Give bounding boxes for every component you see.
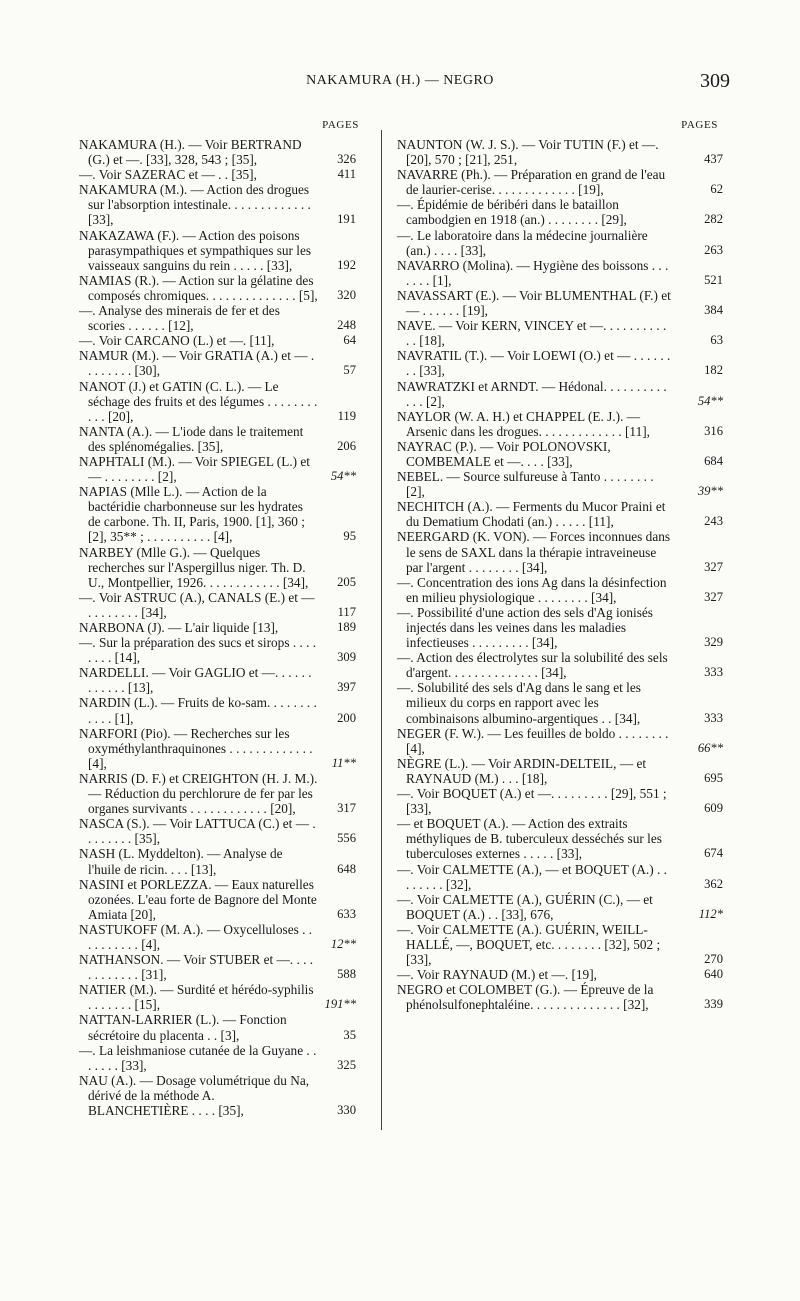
entry-text: NASTUKOFF (M. A.). — Oxycelluloses . . . . . . . . . . [4], (79, 921, 313, 952)
running-head (0, 70, 800, 95)
index-entry (397, 816, 723, 861)
entry-page-number: 684 (704, 453, 723, 468)
pages-column-heading: PAGES (681, 119, 718, 131)
page-number: 309 (700, 70, 730, 92)
index-entry (79, 137, 356, 167)
entry-page-number: 35 (343, 1027, 356, 1042)
entry-page-number: 588 (337, 967, 356, 982)
entry-page-number: 182 (704, 363, 723, 378)
entry-page-number: 333 (704, 665, 723, 680)
entry-text: NEGRO et COLOMBET (G.). — Épreuve de la phénolsulfonephtaléine. . . . . . . . . . . . . . [32], (397, 982, 654, 1013)
entry-text: NAU (A.). — Dosage volumétrique du Na, dérivé de la méthode A. BLANCHETIÈRE . . . . [35], (79, 1072, 310, 1118)
entry-text: NAYRAC (P.). — Voir POLONOVSKI, COMBEMALE et —. . . . [33], (397, 438, 611, 469)
entry-page-number: 117 (337, 604, 356, 619)
index-entry (397, 348, 723, 378)
entry-page-number: 411 (337, 167, 356, 182)
index-entry (397, 529, 723, 574)
entry-page-number: 66** (697, 740, 723, 755)
entry-text: NASINI et PORLEZZA. — Eaux naturelles ozonées. L'eau forte de Bagnore del Monte Amiata [20], (79, 876, 317, 922)
entry-page-number: 674 (704, 846, 723, 861)
entry-page-number: 191 (337, 212, 356, 227)
index-entry (397, 318, 723, 348)
index-entry (79, 454, 356, 484)
entry-text: NAVASSART (E.). — Voir BLUMENTHAL (F.) et — . . . . . . [19], (397, 287, 671, 319)
entry-text: —. Voir CALMETTE (A.), — et BOQUET (A.) . . . . . . . . [32], (397, 861, 667, 892)
index-entry (79, 846, 356, 876)
entry-text: —. Voir RAYNAUD (M.) et —. [19], (397, 967, 597, 983)
entry-page-number: 333 (704, 710, 723, 725)
index-entry (397, 982, 723, 1012)
index-entry (397, 197, 723, 227)
entry-text: —. Action des électrolytes sur la solubilité des sels d'argent. . . . . . . . . . . . . . [34], (397, 650, 668, 681)
index-entry (79, 771, 356, 816)
index-entry (79, 273, 356, 303)
entry-text: NATTAN-LARRIER (L.). — Fonction sécrétoire du placenta . . [3], (79, 1012, 287, 1043)
entry-page-number: 200 (337, 710, 356, 725)
index-entry (79, 182, 356, 227)
index-entry (397, 605, 723, 650)
index-entry (79, 877, 356, 922)
index-entry (397, 726, 723, 756)
index-entry (79, 726, 356, 771)
entry-text: NASCA (S.). — Voir LATTUCA (C.) et — . . . . . . . . [35], (79, 816, 316, 847)
entry-page-number: 191** (324, 997, 356, 1012)
entry-text: NAVE. — Voir KERN, VINCEY et —. . . . . . . . . . . . [18], (397, 318, 667, 349)
index-entry (79, 333, 356, 348)
pages-column-heading: PAGES (322, 119, 359, 131)
index-entry (79, 635, 356, 665)
entry-text: —. Voir CALMETTE (A.). GUÉRIN, WEILL-HALLÉ, —, BOQUET, etc. . . . . . . . [32], 502 ; [33], (397, 921, 661, 968)
entry-text: —. Solubilité des sels d'Ag dans le sang et les milieux du corps en rapport avec les combinaisons albumino-argentiques . . [34], (397, 680, 641, 726)
entry-text: NAVRATIL (T.). — Voir LOEWI (O.) et — . . . . . . . . [33], (397, 348, 671, 379)
entry-text: NAKAZAWA (F.). — Action des poisons parasympathiques et sympathiques sur les vaisseaux sanguins du rein . . . . . [33], (79, 227, 312, 273)
entry-text: NEGER (F. W.). — Les feuilles de boldo . . . . . . . . [4], (397, 725, 669, 756)
entry-page-number: 205 (337, 574, 356, 589)
entry-page-number: 695 (704, 770, 723, 785)
index-entry (79, 348, 356, 378)
index-entry (79, 590, 356, 620)
entry-list (397, 137, 723, 1012)
entry-text: —. Possibilité d'une action des sels d'Ag ionisés injectés dans les veines dans les maladies infectieuses . . . . . . . . . [34], (397, 604, 653, 651)
entry-page-number: 282 (704, 212, 723, 227)
index-entry (397, 167, 723, 197)
entry-list (79, 137, 356, 1118)
index-entry (397, 409, 723, 439)
entry-page-number: 112* (698, 906, 723, 921)
entry-page-number: 326 (337, 152, 356, 167)
entry-page-number: 39** (697, 484, 723, 499)
index-entry (397, 469, 723, 499)
index-entry (397, 379, 723, 409)
entry-text: NEERGARD (K. VON). — Forces inconnues dans le sens de SAXL dans la thérapie intraveineuse par l'argent . . . . . . . . [34], (397, 529, 671, 575)
entry-page-number: 556 (337, 831, 356, 846)
entry-text: NARFORI (Pio). — Recherches sur les oxyméthylanthraquinones . . . . . . . . . . . . . [4], (79, 725, 313, 771)
entry-page-number: 263 (704, 242, 723, 257)
entry-page-number: 327 (704, 589, 723, 604)
index-entry (79, 545, 356, 590)
entry-page-number: 648 (337, 861, 356, 876)
entry-text: NASH (L. Myddelton). — Analyse de l'huile de ricin. . . . [13], (79, 846, 283, 877)
entry-page-number: 633 (337, 906, 356, 921)
index-entry (397, 288, 723, 318)
entry-text: —. Voir BOQUET (A.) et —. . . . . . . . . [29], 551 ; [33], (397, 786, 667, 817)
index-entry (397, 967, 723, 982)
entry-text: NAPIAS (Mlle L.). — Action de la bactéridie charbonneuse sur les hydrates de carbone. Th. II, Paris, 1900. [1], 360 ; [2], 35** ; . . . . . . . . . . [4], (79, 484, 305, 545)
entry-page-number: 63 (710, 333, 723, 348)
entry-text: —. Concentration des ions Ag dans la désinfection en milieu physiologique . . . . . . . . [34], (397, 574, 667, 605)
index-entry (79, 1073, 356, 1118)
entry-text: NARBONA (J). — L'air liquide [13], (79, 620, 279, 635)
entry-page-number: 57 (343, 363, 356, 378)
entry-text: NARDELLI. — Voir GAGLIO et —. . . . . . . . . . . . [13], (79, 665, 312, 696)
entry-page-number: 270 (704, 952, 723, 967)
entry-page-number: 192 (337, 257, 356, 272)
index-entry (397, 922, 723, 967)
index-entry (397, 756, 723, 786)
index-entry (79, 228, 356, 273)
running-title: NAKAMURA (H.) — NEGRO (306, 73, 494, 88)
entry-page-number: 62 (710, 182, 723, 197)
entry-page-number: 54** (330, 469, 356, 484)
entry-text: NAKAMURA (H.). — Voir BERTRAND (G.) et —. [33], 328, 543 ; [35], (79, 137, 302, 168)
column-divider (381, 130, 382, 1130)
entry-page-number: 54** (697, 393, 723, 408)
entry-text: —. Voir SAZERAC et — . . [35], (79, 167, 257, 183)
index-entry (397, 137, 723, 167)
index-entry (79, 695, 356, 725)
index-entry (397, 862, 723, 892)
entry-text: —. Sur la préparation des sucs et sirops . . . . . . . . [14], (79, 635, 317, 666)
entry-text: NAYLOR (W. A. H.) et CHAPPEL (E. J.). — Arsenic dans les drogues. . . . . . . . . . . . . [11], (397, 408, 650, 439)
entry-text: NAVARRE (Ph.). — Préparation en grand de l'eau de laurier-cerise. . . . . . . . . . . . . [19], (397, 167, 666, 198)
entry-page-number: 95 (343, 529, 356, 544)
index-entry (397, 680, 723, 725)
entry-text: NARRIS (D. F.) et CREIGHTON (H. J. M.). — Réduction du perchlorure de fer par les organes survivants . . . . . . . . . . . . [20], (79, 770, 318, 817)
entry-text: —. La leishmaniose cutanée de la Guyane . . . . . . . [33], (79, 1042, 317, 1073)
entry-text: NAKAMURA (M.). — Action des drogues sur l'absorption intestinale. . . . . . . . . . . . . [33], (79, 182, 311, 228)
entry-text: —. Voir ASTRUC (A.), CANALS (E.) et — . . . . . . . . [34], (79, 589, 315, 620)
index-entry (79, 665, 356, 695)
index-entry (397, 650, 723, 680)
entry-page-number: 521 (704, 272, 723, 287)
index-entry (397, 228, 723, 258)
index-entry (79, 620, 356, 635)
index-entry (79, 167, 356, 182)
index-entry (397, 439, 723, 469)
entry-page-number: 330 (337, 1103, 356, 1117)
entry-page-number: 320 (337, 287, 356, 302)
index-entry (79, 1012, 356, 1042)
entry-text: —. Le laboratoire dans la médecine journalière (an.) . . . . [33], (397, 227, 648, 258)
entry-text: NARDIN (L.). — Fruits de ko-sam. . . . . . . . . . . . [1], (79, 695, 317, 726)
entry-text: —. Analyse des minerais de fer et des scories . . . . . . [12], (79, 303, 280, 334)
entry-page-number: 397 (337, 680, 356, 695)
entry-page-number: 317 (337, 801, 356, 816)
entry-text: NAMIAS (R.). — Action sur la gélatine des composés chromiques. . . . . . . . . . . . . . [5], (79, 272, 318, 303)
entry-page-number: 206 (337, 438, 356, 453)
entry-page-number: 243 (704, 514, 723, 529)
entry-text: NARBEY (Mlle G.). — Quelques recherches sur l'Aspergillus niger. Th. D. U., Montpellier, 1926. . . . . . . . . . . . [34], (79, 544, 309, 590)
index-entry (79, 1043, 356, 1073)
entry-page-number: 316 (704, 423, 723, 438)
entry-text: NATHANSON. — Voir STUBER et —. . . . . . . . . . . . [31], (79, 952, 314, 983)
entry-page-number: 119 (337, 408, 356, 423)
entry-text: NATIER (M.). — Surdité et hérédo-syphilis . . . . . . . [15], (79, 982, 314, 1013)
index-entry (397, 892, 723, 922)
entry-text: NANOT (J.) et GATIN (C. L.). — Le séchage des fruits et des légumes . . . . . . . . . . . [20], (79, 378, 318, 424)
entry-page-number: 64 (343, 333, 356, 348)
index-entry (397, 575, 723, 605)
entry-page-number: 339 (704, 997, 723, 1012)
entry-text: NAMUR (M.). — Voir GRATIA (A.) et — . . . . . . . . [30], (79, 348, 315, 379)
entry-text: —. Voir CALMETTE (A.), GUÉRIN (C.), — et BOQUET (A.) . . [33], 676, (397, 891, 653, 922)
index-entry (79, 816, 356, 846)
entry-text: NAUNTON (W. J. S.). — Voir TUTIN (F.) et —. [20], 570 ; [21], 251, (397, 137, 659, 168)
index-entry (79, 952, 356, 982)
index-entry (397, 786, 723, 816)
entry-text: NAPHTALI (M.). — Voir SPIEGEL (L.) et — . . . . . . . . [2], (79, 453, 310, 485)
index-entry (397, 499, 723, 529)
index-entry (79, 303, 356, 333)
entry-text: NECHITCH (A.). — Ferments du Mucor Praini et du Dematium Chodati (an.) . . . . . [11], (397, 499, 666, 530)
entry-page-number: 325 (337, 1057, 356, 1072)
entry-text: NANTA (A.). — L'iode dans le traitement des splénomégalies. [35], (79, 423, 304, 454)
entry-text: NAVARRO (Molina). — Hygiène des boissons . . . . . . . [1], (397, 257, 669, 288)
index-entry (79, 379, 356, 424)
entry-text: NEBEL. — Source sulfureuse à Tanto . . . . . . . . [2], (397, 469, 654, 500)
entry-page-number: 309 (337, 650, 356, 665)
index-entry (79, 484, 356, 544)
index-entry (79, 424, 356, 454)
index-entry (79, 922, 356, 952)
entry-page-number: 362 (704, 876, 723, 891)
index-entry (79, 982, 356, 1012)
entry-page-number: 11** (331, 755, 356, 770)
entry-text: —. Voir CARCANO (L.) et —. [11], (79, 333, 275, 349)
entry-text: NÈGRE (L.). — Voir ARDIN-DELTEIL, — et RAYNAUD (M.) . . . [18], (397, 755, 647, 786)
entry-page-number: 329 (704, 635, 723, 650)
entry-page-number: 12** (330, 936, 356, 951)
entry-page-number: 327 (704, 559, 723, 574)
entry-text: —. Épidémie de béribéri dans le bataillon cambodgien en 1918 (an.) . . . . . . . . [29], (397, 197, 627, 228)
entry-text: — et BOQUET (A.). — Action des extraits méthyliques de B. tuberculeux desséchés sur les tuberculoses externes . . . . . [33], (397, 816, 662, 862)
entry-page-number: 189 (337, 620, 356, 634)
entry-text: NAWRATZKI et ARNDT. — Hédonal. . . . . . . . . . . . . [2], (397, 378, 667, 409)
index-entry (397, 258, 723, 288)
entry-page-number: 609 (704, 801, 723, 816)
entry-page-number: 437 (704, 152, 723, 167)
entry-page-number: 248 (337, 318, 356, 333)
entry-page-number: 384 (704, 303, 723, 318)
entry-page-number: 640 (704, 967, 723, 982)
